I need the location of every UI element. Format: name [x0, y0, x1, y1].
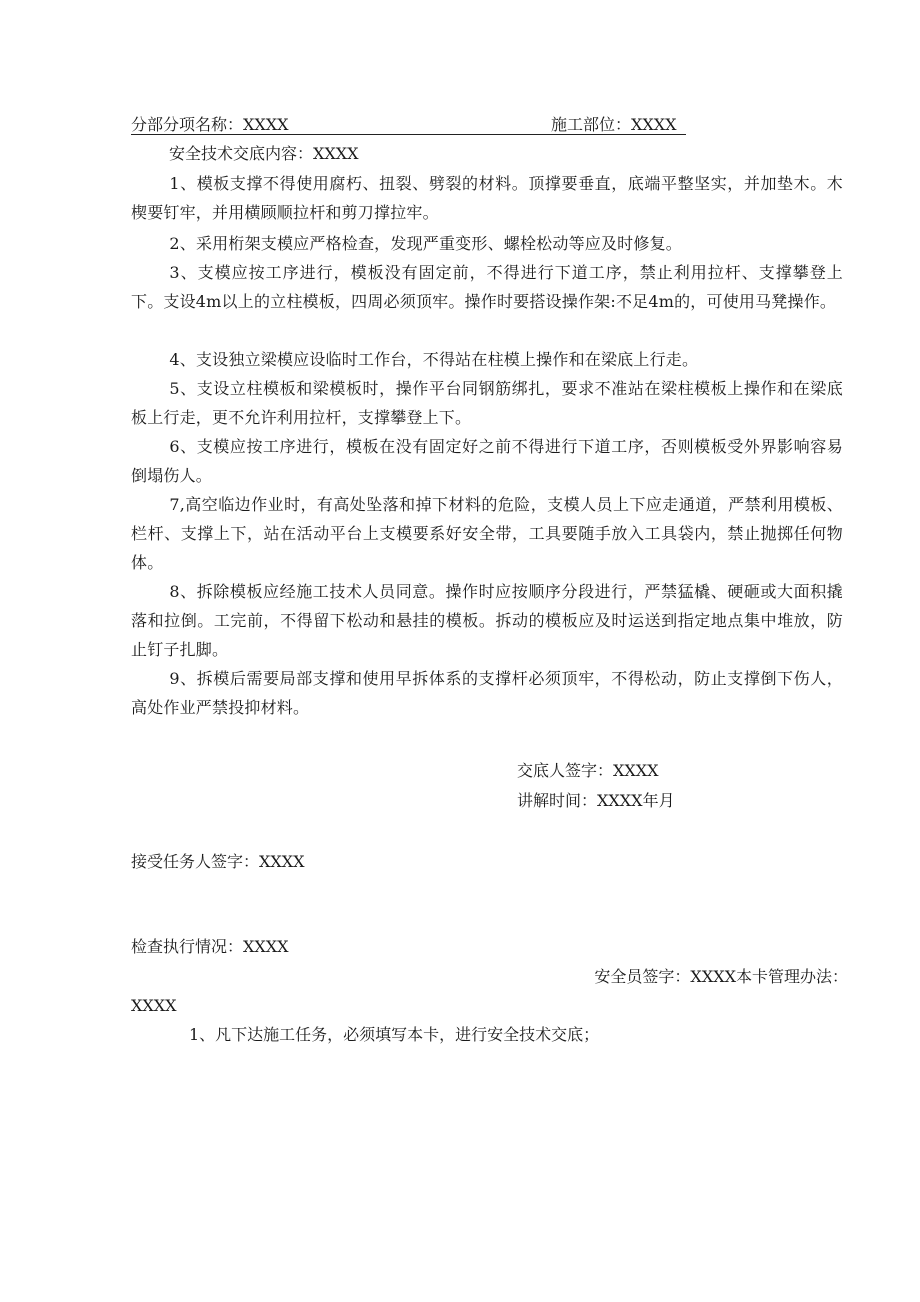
section-name-label: 分部分项名称：XXXX: [131, 115, 289, 134]
explain-time: 讲解时间：XXXX年月: [517, 791, 675, 810]
item-2: 2、采用桁架支模应严格检查，发现严重变形、螺栓松动等应及时修复。: [169, 234, 682, 253]
item-6: 6、支模应按工序进行，模板在没有固定好之前不得进行下道工序，否则模板受外界影响容易倒塌伤人。: [131, 437, 843, 485]
item-1: 1、模板支撑不得使用腐朽、扭裂、劈裂的材料。顶撑要垂直，底端平整坚实，并加垫木。木楔要钉牢，并用横顾顺拉杆和剪刀撑拉牢。: [131, 174, 843, 222]
item-3: 3、支模应按工序进行，模板没有固定前，不得进行下道工序，禁止利用拉杆、支撑攀登上下。支设4m以上的立柱模板，四周必须顶牢。操作时要搭设操作架:不足4m的，可使用马凳操作。: [131, 263, 843, 311]
item-5: 5、支设立柱模板和梁模板时，操作平台同钢筋绑扎，要求不准站在梁柱模板上操作和在梁底板上行走，更不允许利用拉杆，支撑攀登上下。: [131, 379, 843, 427]
work-location-label: 施工部位：XXXX: [551, 115, 677, 134]
safety-officer-signature: 安全员签字：XXXX本卡管理办法：: [594, 967, 848, 986]
rule-item-1: 1、凡下达施工任务，必须填写本卡，进行安全技术交底；: [189, 1025, 600, 1044]
intro-label: 安全技术交底内容：XXXX: [169, 144, 359, 163]
item-7: 7,高空临边作业时，有高处坠落和掉下材料的危险，支模人员上下应走通道，严禁利用模板、栏杆、支撑上下，站在活动平台上支模要系好安全带，工具要随手放入工具袋内，禁止抛掷任何物体。: [131, 495, 843, 572]
management-method-value: XXXX: [131, 996, 177, 1015]
receiver-signature: 接受任务人签字：XXXX: [131, 852, 305, 871]
presenter-signature: 交底人签字：XXXX: [517, 761, 659, 780]
item-9: 9、拆模后需要局部支撑和使用早拆体系的支撑杆必须顶牢，不得松动，防止支撑倒下伤人，高处作业严禁投抑材料。: [131, 669, 843, 717]
item-4: 4、支设独立梁模应设临时工作台，不得站在柱模上操作和在梁底上行走。: [169, 350, 699, 369]
header-underline: [131, 116, 686, 135]
item-8: 8、拆除模板应经施工技术人员同意。操作时应按顺序分段进行，严禁猛橇、硬砸或大面积撬落和拉倒。工完前，不得留下松动和悬挂的模板。拆动的模板应及时运送到指定地点集中堆放，防止钉子扎脚。: [131, 582, 843, 659]
inspection-status: 检查执行情况：XXXX: [131, 937, 289, 956]
